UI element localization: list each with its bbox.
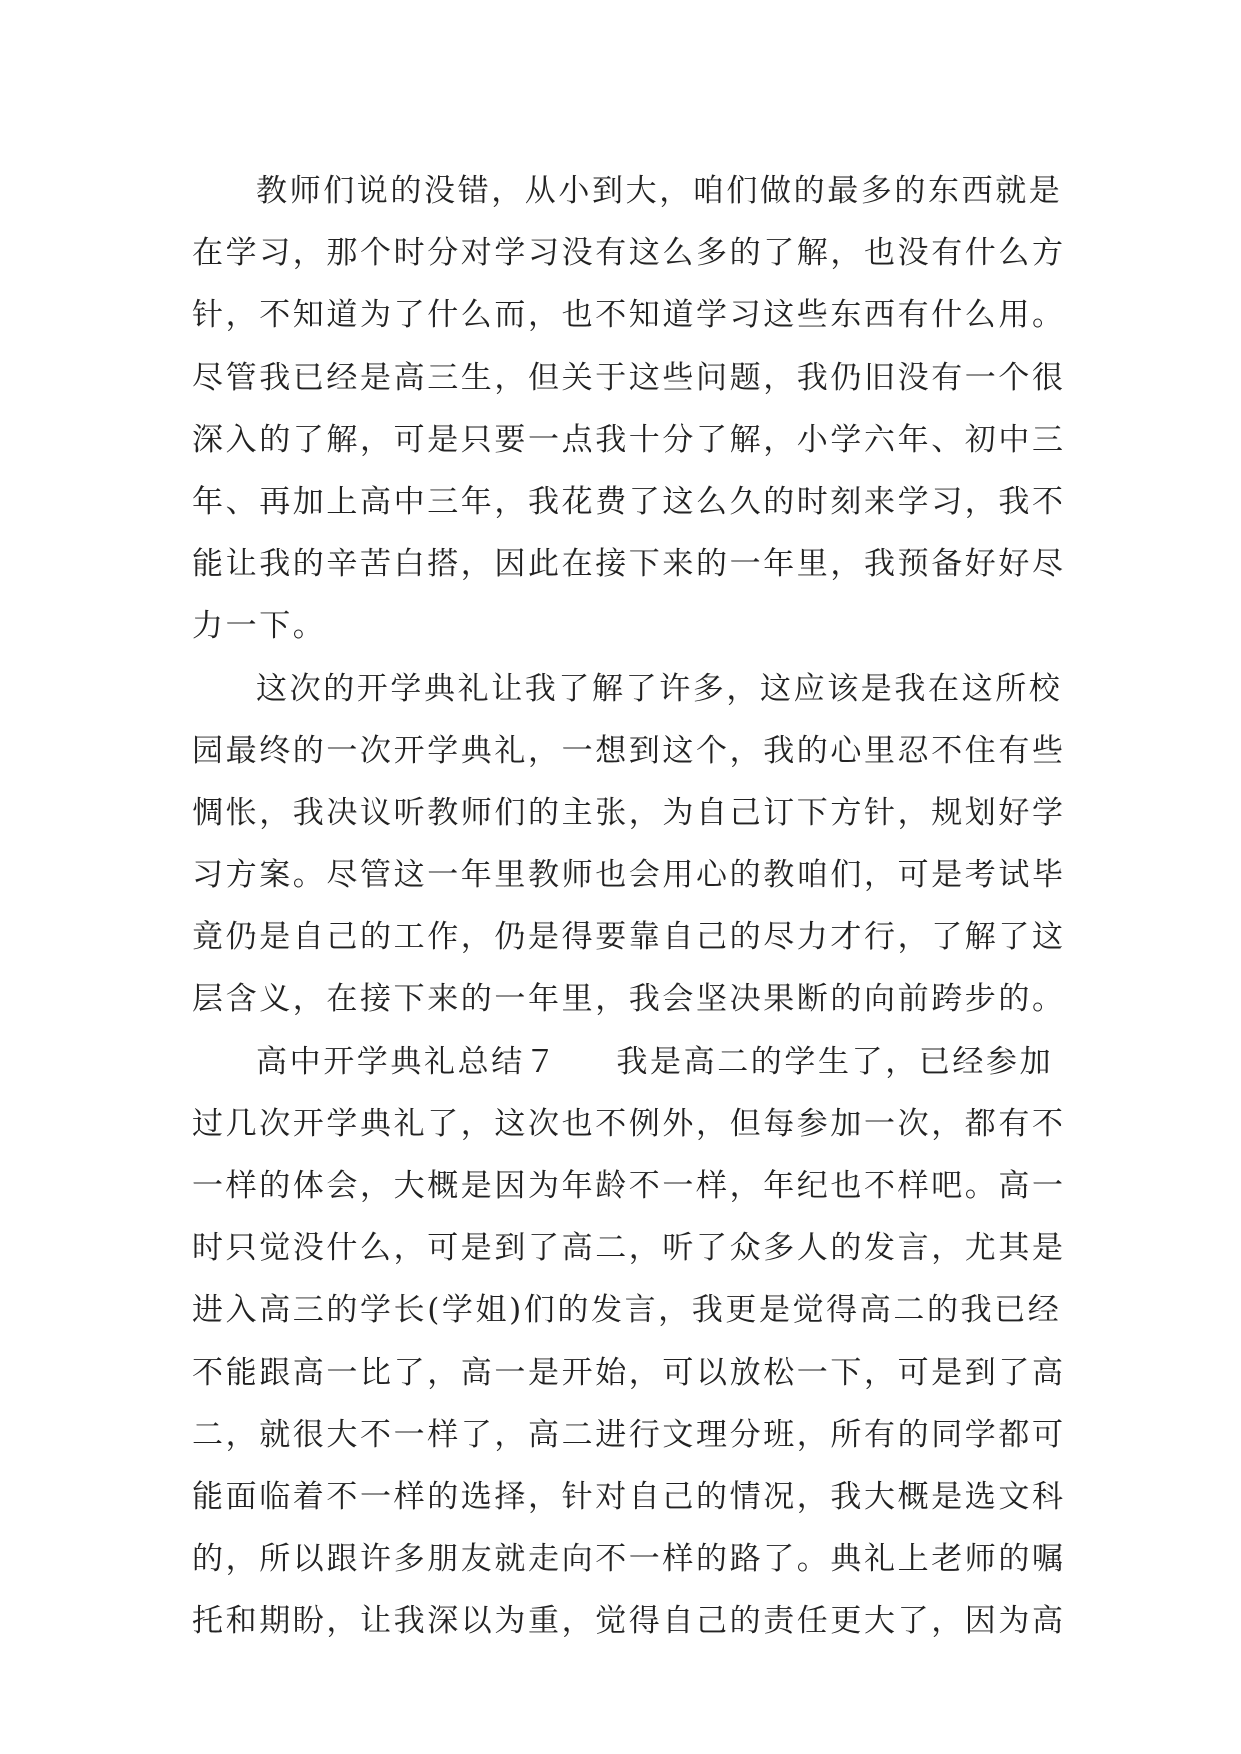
heading-line-rest: 我是高二的学生了，已经参加: [616, 1043, 1054, 1080]
text-line: 能面临着不一样的选择，针对自己的情况，我大概是选文科: [192, 1478, 1066, 1515]
text-line: 这次的开学典礼让我了解了许多，这应该是我在这所校: [256, 670, 1063, 707]
text-line: 在学习，那个时分对学习没有这么多的了解，也没有什么方: [192, 235, 1066, 272]
text-line: 针，不知道为了什么而，也不知道学习这些东西有什么用。: [192, 297, 1066, 334]
text-line: 过几次开学典礼了，这次也不例外，但每参加一次，都有不: [192, 1105, 1066, 1142]
text-line: 的，所以跟许多朋友就走向不一样的路了。典礼上老师的嘱: [192, 1541, 1066, 1578]
text-line: 年、再加上高中三年，我花费了这么久的时刻来学习，我不: [192, 483, 1066, 520]
text-line: 深入的了解，可是只要一点我十分了解，小学六年、初中三: [192, 421, 1066, 458]
text-line: 竟仍是自己的工作，仍是得要靠自己的尽力才行，了解了这: [192, 919, 1066, 956]
text-line: 能让我的辛苦白搭，因此在接下来的一年里，我预备好好尽: [192, 546, 1066, 583]
body-text: [192, 160, 1066, 1653]
paragraph-1: [192, 160, 1066, 658]
text-line: 一样的体会，大概是因为年龄不一样，年纪也不样吧。高一: [192, 1168, 1066, 1204]
text-line: 层含义，在接下来的一年里，我会坚决果断的向前跨步的。: [192, 981, 1066, 1018]
text-line: 进入高三的学长(学姐)们的发言，我更是觉得高二的我已经: [192, 1292, 1062, 1329]
text-line: 尽管我已经是高三生，但关于这些问题，我仍旧没有一个很: [192, 359, 1066, 396]
text-line: 托和期盼，让我深以为重，觉得自己的责任更大了，因为高: [192, 1603, 1066, 1640]
text-line: 习方案。尽管这一年里教师也会用心的教咱们，可是考试毕: [192, 857, 1066, 894]
text-line: 不能跟高一比了，高一是开始，可以放松一下，可是到了高: [192, 1354, 1066, 1391]
text-line: 惆怅，我决议听教师们的主张，为自己订下方针，规划好学: [192, 794, 1066, 831]
text-line: 时只觉没什么，可是到了高二，听了众多人的发言，尤其是: [192, 1230, 1066, 1267]
text-line: 园最终的一次开学典礼，一想到这个，我的心里忍不住有些: [192, 732, 1066, 769]
text-line: 力一下。: [192, 608, 327, 645]
text-line: 二，就很大不一样了，高二进行文理分班，所有的同学都可: [192, 1416, 1066, 1453]
paragraph-2: [192, 658, 1066, 1031]
paragraph-3: [192, 1031, 1066, 1653]
text-line: 教师们说的没错，从小到大，咱们做的最多的东西就是: [256, 173, 1063, 209]
heading-line: [192, 1031, 1062, 1093]
section-heading: 高中开学典礼总结７: [256, 1043, 559, 1080]
